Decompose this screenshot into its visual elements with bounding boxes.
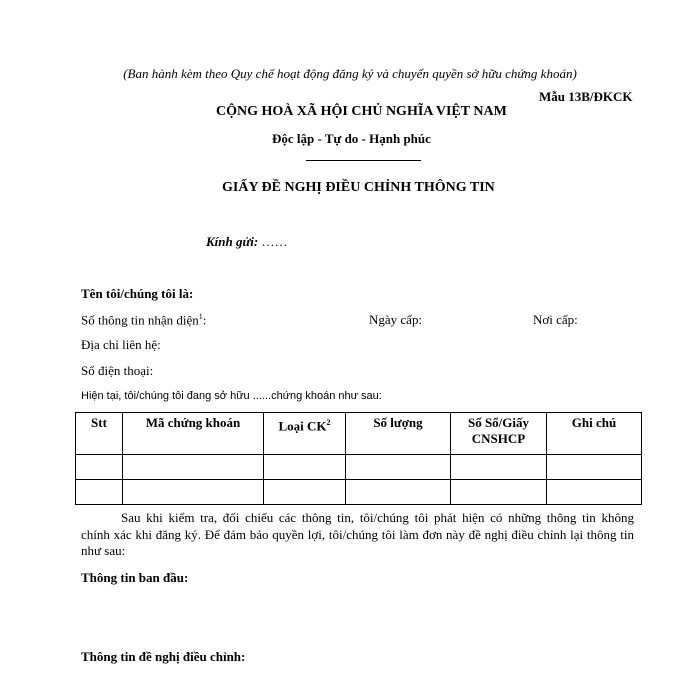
original-info-heading: Thông tin ban đầu: (81, 570, 189, 585)
table-cell[interactable] (264, 455, 346, 480)
col-header-so-so (451, 413, 547, 455)
table-cell[interactable] (123, 455, 264, 480)
col-header-ma-ck: Mã chứng khoán (123, 413, 264, 455)
id-number-field (81, 312, 206, 328)
table-header-row (76, 413, 642, 455)
table-cell[interactable] (264, 480, 346, 505)
issue-place-label: Nơi cấp: (533, 312, 578, 327)
paragraph-line-1: Sau khi kiểm tra, đối chiếu các thông tin, tôi/chúng tôi phát hiện có những thông tin không (121, 510, 634, 525)
table-cell[interactable] (76, 455, 123, 480)
holding-intro: Hiện tại, tôi/chúng tôi đang sở hữu ......chứng khoán như sau: (81, 390, 382, 402)
table-row (76, 480, 642, 505)
table-cell[interactable] (123, 480, 264, 505)
issued-with-note: (Ban hành kèm theo Quy chế hoạt động đăng ký và chuyển quyền sở hữu chứng khoán) (123, 66, 577, 81)
id-number-label: Số thông tin nhận diện (81, 312, 199, 328)
loai-ck-text: Loại CK (278, 418, 327, 434)
country-name: CỘNG HOÀ XÃ HỘI CHỦ NGHĨA VIỆT NAM (216, 104, 507, 119)
col-header-ghi-chu: Ghi chú (547, 413, 642, 455)
addressee-label: Kính gửi: (206, 234, 259, 249)
form-code: Mẫu 13B/ĐKCK (539, 89, 633, 104)
paragraph-line-2: chính xác khi đăng ký. Để đảm bảo quyền lợi, tôi/chúng tôi làm đơn này đề nghị điều chỉnh lại thông tin như sau: (81, 526, 634, 558)
phone-label: Số điện thoại: (81, 363, 154, 378)
id-number-colon: : (202, 312, 207, 328)
col-header-stt: Stt (76, 413, 123, 455)
so-so-line1: Số Sổ/Giấy (467, 415, 530, 430)
table-cell[interactable] (346, 455, 451, 480)
addressee-line (206, 234, 287, 250)
table-cell[interactable] (547, 480, 642, 505)
table-cell[interactable] (547, 455, 642, 480)
securities-table (75, 412, 642, 505)
table-cell[interactable] (346, 480, 451, 505)
document-title: GIẤY ĐỀ NGHỊ ĐIỀU CHỈNH THÔNG TIN (222, 180, 495, 195)
so-so-line2: CNSHCP (471, 431, 526, 446)
table-row (76, 455, 642, 480)
col-header-so-luong: Số lượng (346, 413, 451, 455)
address-label: Địa chỉ liên hệ: (81, 337, 161, 352)
footnote-1-marker: 1 (198, 312, 203, 321)
col-header-loai-ck (264, 413, 346, 455)
issue-date-label: Ngày cấp: (369, 312, 423, 327)
table-cell[interactable] (76, 480, 123, 505)
requested-info-heading: Thông tin đề nghị điều chỉnh: (81, 649, 246, 664)
motto-underline (306, 160, 421, 161)
table-cell[interactable] (451, 455, 547, 480)
addressee-value: …… (261, 234, 288, 249)
applicant-heading: Tên tôi/chúng tôi là: (81, 286, 194, 301)
table-cell[interactable] (451, 480, 547, 505)
footnote-2-marker: 2 (326, 418, 331, 427)
national-motto: Độc lập - Tự do - Hạnh phúc (272, 131, 431, 146)
explanation-paragraph (81, 510, 634, 560)
